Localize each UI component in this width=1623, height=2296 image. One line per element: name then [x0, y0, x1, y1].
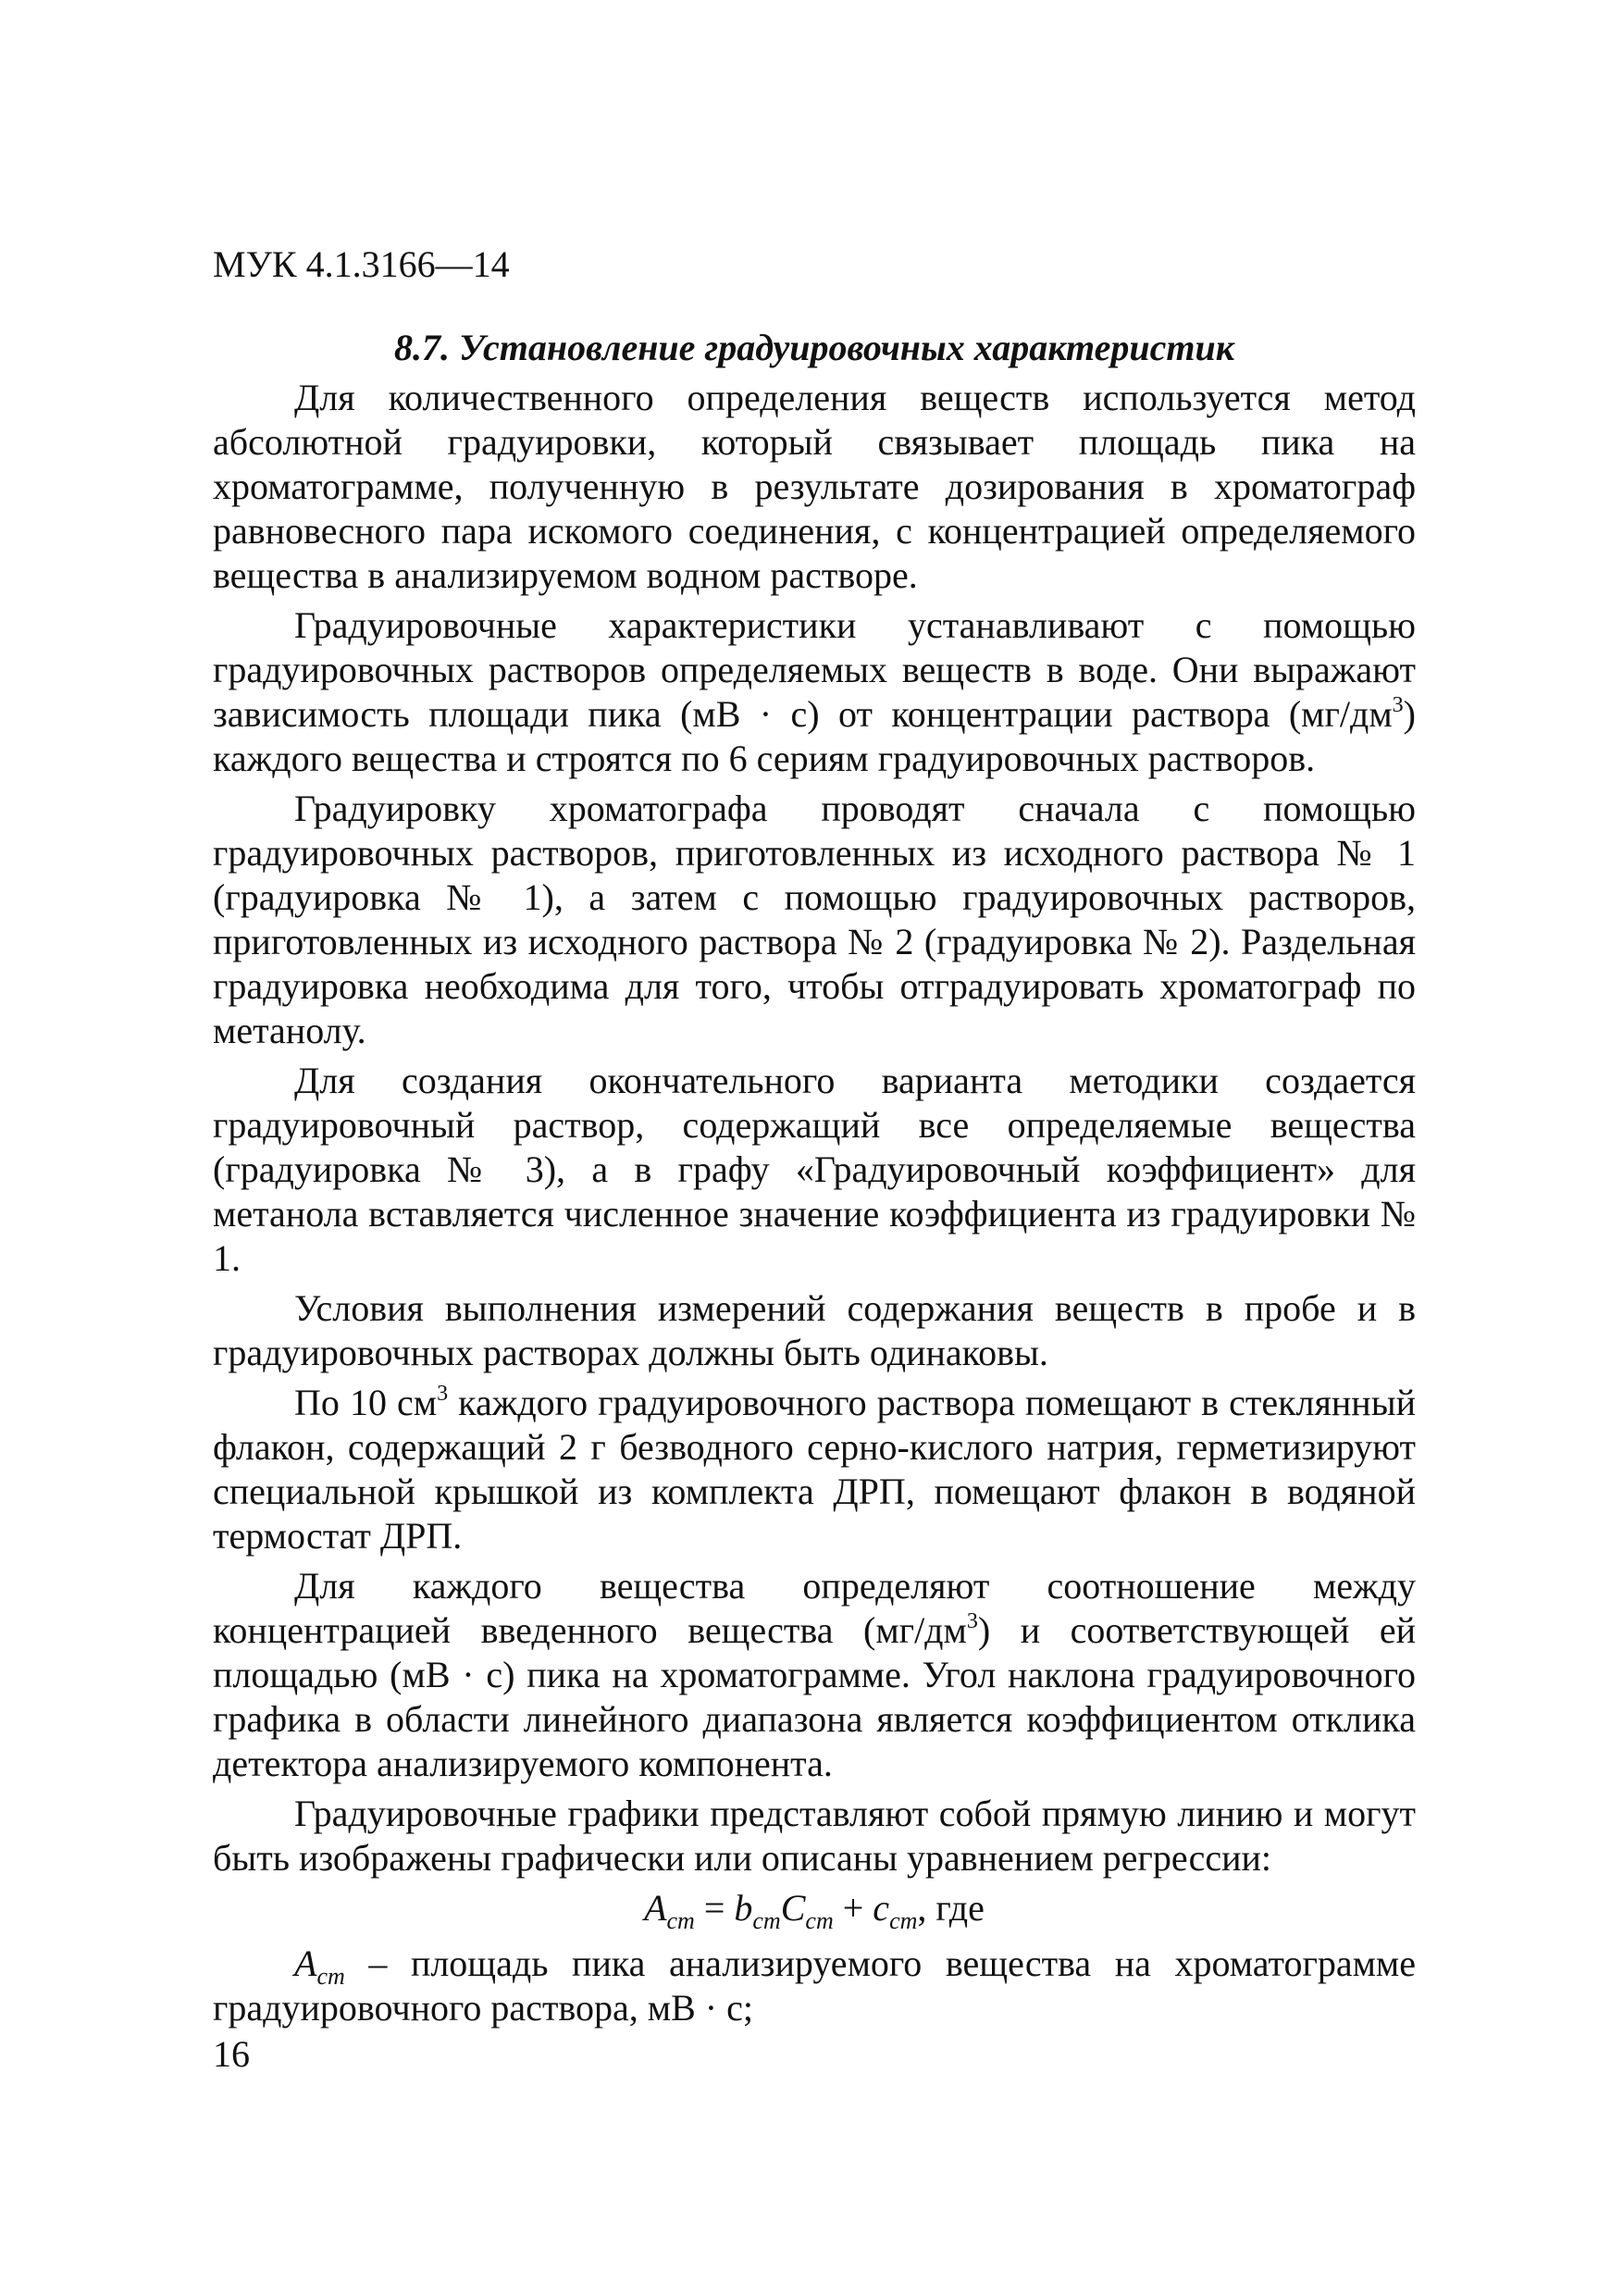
formula-symbol: A	[644, 1887, 667, 1929]
superscript: 3	[966, 1609, 978, 1633]
page-number: 16	[213, 2033, 250, 2075]
definition-symbol: A	[294, 1942, 317, 1984]
definition-text: – площадь пика анализируемого вещества на хроматограмме градуировочного раствора, мВ · с;	[213, 1942, 1416, 2029]
paragraph-text: Градуировочные характеристики устанавливают с помощью градуировочных растворов определяемых веществ в воде. Они выражают зависимость площади пика (мВ · с) от концентрации раствора (мг/дм	[213, 604, 1416, 735]
definition-subscript: cm	[316, 1963, 345, 1990]
formula-symbol: b	[734, 1887, 753, 1929]
paragraph	[213, 1381, 1416, 1558]
formula-operator: =	[694, 1887, 735, 1929]
paragraph: Условия выполнения измерений содержания веществ в пробе и в градуировочных растворах должны быть одинаковы.	[213, 1287, 1416, 1373]
formula-subscript: cm	[666, 1907, 695, 1934]
formula-subscript: cm	[889, 1907, 918, 1934]
paragraph-text: ) каждого вещества и строятся по 6 сериям градуировочных растворов.	[213, 693, 1416, 779]
regression-formula	[213, 1886, 1416, 1934]
superscript: 3	[1392, 693, 1404, 717]
paragraph: Градуировку хроматографа проводят сначала с помощью градуировочных растворов, приготовленных из исходного раствора № 1 (градуировка № 1), а затем с помощью градуировочных растворов, приготовленных из исходного раствора № 2 (градуировка № 2). Раздельная градуировка необходима для того, чтобы отградуировать хроматограф по метанолу.	[213, 788, 1416, 1051]
formula-symbol: c	[873, 1887, 890, 1929]
variable-definition	[213, 1942, 1416, 2030]
paragraph	[213, 1564, 1416, 1786]
superscript: 3	[437, 1382, 449, 1406]
paragraph-text: ) и соответствующей ей площадью (мВ · с) пика на хроматограмме. Угол наклона градуировочного графика в области линейного диапазона является коэффициентом отклика детектора анализируемого компонента.	[213, 1609, 1416, 1784]
paragraph	[213, 603, 1416, 781]
paragraph-text: Для каждого вещества определяют соотношение между концентрацией введенного вещества (мг/дм	[213, 1565, 1416, 1651]
formula-subscript: cm	[805, 1907, 834, 1934]
paragraph-text: каждого градуировочного раствора помещают в стеклянный флакон, содержащий 2 г безводного серно-кислого натрия, герметизируют специальной крышкой из комплекта ДРП, помещают флакон в водяной термостат ДРП.	[213, 1382, 1416, 1557]
paragraph: Для создания окончательного варианта методики создается градуировочный раствор, содержащий все определяемые вещества (градуировка № 3), а в графу «Градуировочный коэффициент» для метанола вставляется численное значение коэффициента из градуировки № 1.	[213, 1060, 1416, 1279]
formula-subscript: cm	[752, 1907, 781, 1934]
paragraph: Градуировочные графики представляют собой прямую линию и могут быть изображены графически или описаны уравнением регрессии:	[213, 1793, 1416, 1879]
page-content	[213, 326, 1416, 2030]
formula-symbol: C	[780, 1887, 806, 1929]
formula-tail: , где	[917, 1887, 985, 1929]
document-code: МУК 4.1.3166—14	[213, 243, 510, 285]
paragraph-text: По 10 см	[294, 1382, 438, 1423]
paragraph: Для количественного определения веществ используется метод абсолютной градуировки, который связывает площадь пика на хроматограмме, полученную в результате дозирования в хроматограф равновесного пара искомого соединения, с концентрацией определяемого вещества в анализируемом водном растворе.	[213, 377, 1416, 596]
formula-operator: +	[833, 1887, 873, 1929]
section-heading: 8.7. Установление градуировочных характеристик	[394, 327, 1234, 368]
